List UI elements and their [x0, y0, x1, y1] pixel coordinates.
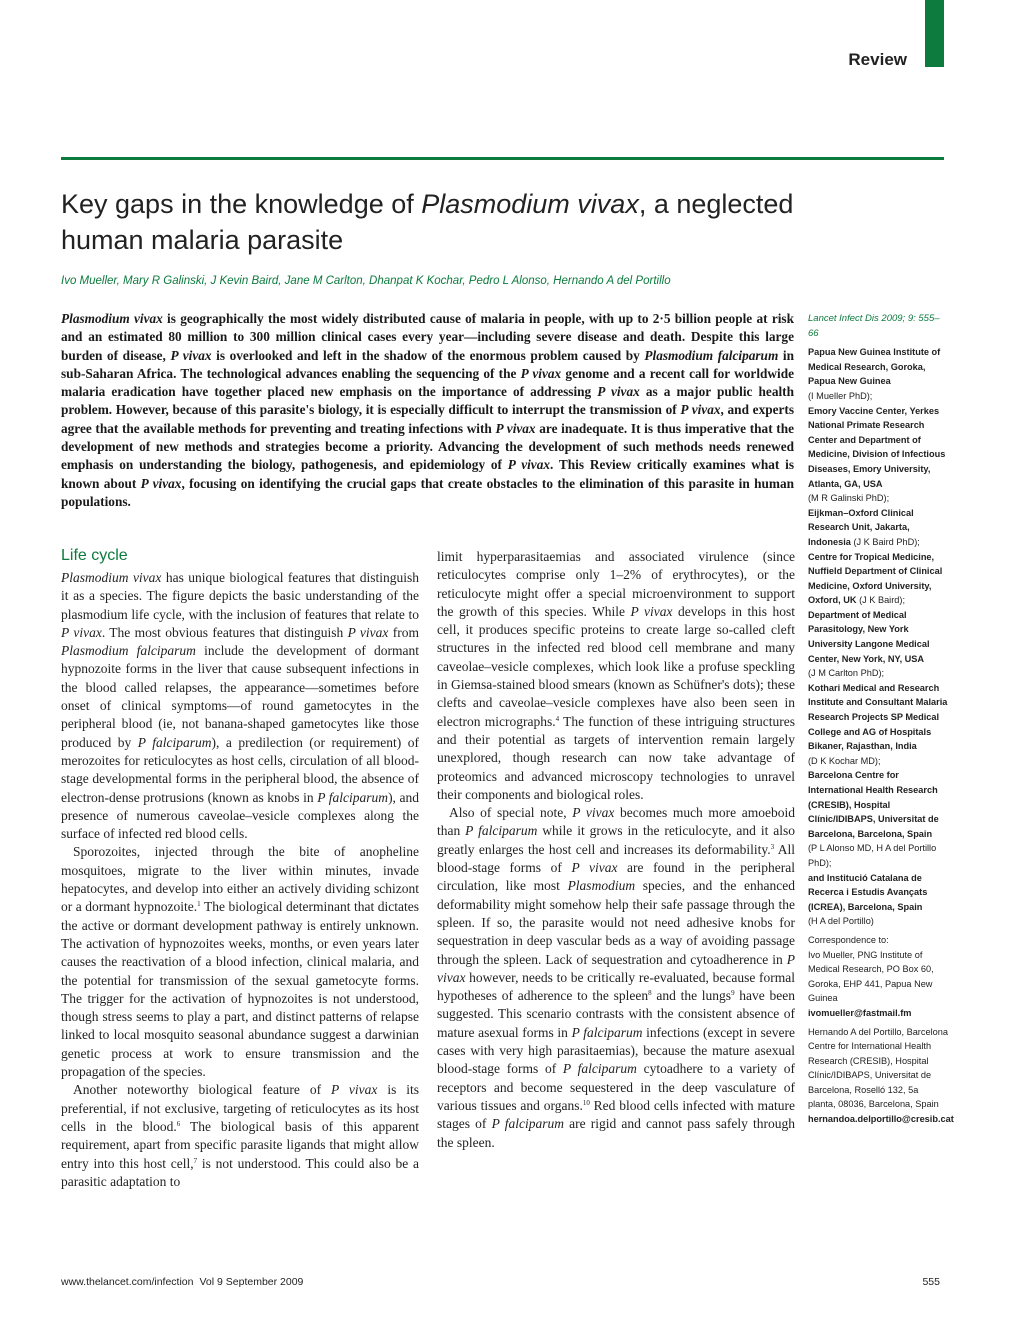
body-column-middle: [437, 548, 795, 1152]
correspondence-label: Correspondence to:: [808, 934, 889, 945]
journal-url[interactable]: www.thelancet.com/infection: [61, 1276, 194, 1288]
reference-marker[interactable]: 3: [770, 842, 775, 851]
body-paragraph: limit hyperparasitaemias and associated virulence (since reticulocytes comprise only 1–2% of erythrocytes), or the reticulocyte might offer a special microenvironment to support the growth of this species. While P vivax develops in this host cell, it produces specific proteins to create large so-called cleft structures in the infected red blood cell membrane and many caveolae–vesicle complexes, which look like a profuse speckling in Giemsa-stained blood smears (known as Schüfner's dots); these clefts and caveolae–vesicle complexes have also been seen in electron micrographs.$^4$ The function of these intriguing structures and their potential as targets of intervention remain largely unexplored, though research can now take advantage of proteomics and advanced microscopy technologies to unravel their components and biological roles.: [437, 549, 796, 802]
email-link[interactable]: ivomueller@fastmail.fm: [808, 1007, 912, 1018]
affiliation: Emory Vaccine Center, Yerkes National Primate Research Center and Department of Medicine, Division of Infectious Diseases, Emory University, Atlanta, GA, USA (M R Galinski PhD);: [808, 405, 946, 504]
affiliation: Eijkman–Oxford Clinical Research Unit, Jakarta, Indonesia (J K Baird PhD);: [808, 507, 920, 547]
reference-marker[interactable]: 6: [176, 1119, 181, 1128]
citation[interactable]: Lancet Infect Dis 2009; 9: 555–66: [808, 313, 940, 339]
email-link[interactable]: hernandoa.delportillo@cresib.cat: [808, 1114, 954, 1125]
reference-marker[interactable]: 1: [197, 900, 201, 909]
body-column-left: [61, 546, 419, 1191]
reference-marker[interactable]: 10: [582, 1098, 590, 1107]
page-number: 555: [922, 1276, 940, 1288]
affiliation: Department of Medical Parasitology, New York University Langone Medical Center, New York, NY, USA (J M Carlton PhD);: [808, 609, 930, 679]
sidebar: [808, 312, 954, 1127]
section-color-tab: [925, 0, 944, 67]
affiliation: and Institució Catalana de Recerca i Estudis Avançats (ICREA), Barcelona, Spain (H A del Portillo): [808, 872, 928, 927]
reference-marker[interactable]: 7: [193, 1156, 198, 1165]
affiliation: Barcelona Centre for International Health Research (CRESIB), Hospital Clínic/IDIBAPS, Universitat de Barcelona, Barcelona, Spain (P L Alonso MD, H A del Portillo PhD);: [808, 770, 939, 868]
correspondence-address: Hernando A del Portillo, Barcelona Centre for International Health Research (CRESIB), Hospital Clínic/IDIBAPS, Universitat de Barcelona, Roselló 132, 5a planta, 08036, Barcelona, Spain: [808, 1026, 948, 1110]
reference-marker[interactable]: 4: [555, 714, 560, 723]
body-paragraph: Sporozoites, injected through the bite of anopheline mosquitoes, migrate to the liver within minutes, invade hepatocytes, and develop into either an actively dividing schizont or a dormant hypnozoite.$^1$ The biological determinant that dictates the active or dormant development pathway is entirely unknown. The activation of hypnozoites weeks, months, or even years later causes the reactivation of a blood infection, clinical malaria, and the potential for transmission of the sexual gametocyte forms. The trigger for the activation of hypnozoites is not understood, though stress seems to play a part, and distinct patterns of relapse linked to local mosquito seasonal abundance suggest a darwinian genetic process at work to ensure transmission and the propagation of the species.: [61, 844, 419, 1080]
body-paragraph: Also of special note, P vivax becomes much more amoeboid than P falciparum while it grows in the reticulocyte, and it also greatly enlarges the host cell and increases its deformability.$^3$ All blood-stage forms of P vivax are found in the peripheral circulation, like most Plasmodium species, and the enhanced deformability might somehow help their safe passage through the spleen. If so, the parasite would not need adhesive knobs for sequestration in deep vascular beds as a way of avoiding passage through the spleen. Lack of sequestration and cytoadherence in P vivax however, needs to be critically re-evaluated, because formal hypotheses of adherence to the spleen$^8$ and the lungs$^9$ have been suggested. This scenario contrasts with the consistent absence of mature asexual forms in P falciparum infections (except in severe cases with very high parasitaemias), because the mature asexual blood-stage forms of P falciparum cytoadhere to a variety of receptors and become sequestered in the deep vasculature of various tissues and organs.$^{10}$ Red blood cells infected with mature stages of P falciparum are rigid and cannot pass safely through the spleen.: [437, 805, 796, 1150]
body-paragraph: Plasmodium vivax has unique biological features that distinguish it as a species. The figure depicts the basic understanding of the plasmodium life cycle, with the inclusion of features that relate to P vivax. The most obvious features that distinguish P vivax from Plasmodium falciparum include the development of dormant hypnozoite forms in the liver that cause subsequent infections in the blood called relapses, the appearance—sometimes before onset of clinical symptoms—of round gametocytes in the peripheral blood (ie, not banana-shaped gametocytes like those produced by P falciparum), a predilection (or requirement) of merozoites for reticulocytes as host cells, circulation of all blood-stage developmental forms in the peripheral blood, the absence of electron-dense protrusions (known as knobs in P falciparum), and presence of numerous caveolae–vesicle complexes along the surface of infected red blood cells.: [61, 570, 420, 842]
section-heading-life-cycle: Life cycle: [61, 547, 128, 564]
section-label: Review: [848, 50, 907, 69]
affiliation: Centre for Tropical Medicine, Nuffield Department of Clinical Medicine, Oxford University, Oxford, UK (J K Baird);: [808, 551, 943, 606]
abstract: Plasmodium vivax is geographically the most widely distributed cause of malaria in people, with up to 2·5 billion people at risk and an estimated 80 million to 300 million clinical cases every year—including severe disease and death. Despite this large burden of disease, P vivax is overlooked and left in the shadow of the enormous problem caused by Plasmodium falciparum in sub-Saharan Africa. The technological advances enabling the sequencing of the P vivax genome and a recent call for worldwide malaria eradication have together placed new emphasis on the importance of addressing P vivax as a major public health problem. However, because of this parasite's biology, it is especially difficult to interrupt the transmission of P vivax, and experts agree that the available methods for preventing and treating infections with P vivax are inadequate. It is thus imperative that the development of new methods and strategies become a priority. Advancing the development of such methods needs renewed emphasis on understanding the biology, pathogenesis, and epidemiology of P vivax. This Review critically examines what is known about P vivax, focusing on identifying the crucial gaps that create obstacles to the elimination of this parasite in human populations.: [61, 311, 795, 509]
reference-marker[interactable]: 9: [731, 989, 735, 998]
article-title: Key gaps in the knowledge of Plasmodium vivax, a neglected human malaria parasite: [61, 189, 794, 255]
affiliation: Kothari Medical and Research Institute and Consultant Malaria Research Projects SP Medical College and AG of Hospitals Bikaner, Rajasthan, India (D K Kochar MD);: [808, 682, 948, 766]
volume-info: Vol 9 September 2009: [199, 1276, 304, 1288]
body-paragraph: Another noteworthy biological feature of P vivax is its preferential, if not exclusive, targeting of reticulocytes as its host cells in the blood.$^6$ The biological basis of this apparent requirement, apart from specific parasite ligands that might allow entry into this host cell,$^7$ is not understood. This could also be a parasitic adaptation to: [61, 1082, 419, 1189]
correspondence-address: Ivo Mueller, PNG Institute of Medical Research, PO Box 60, Goroka, EHP 441, Papua New Guinea: [808, 949, 934, 1004]
affiliation: Papua New Guinea Institute of Medical Research, Goroka, Papua New Guinea (I Mueller PhD);: [808, 347, 941, 401]
footer-left: [61, 1276, 303, 1288]
header-rule: [61, 157, 944, 160]
author-list: Ivo Mueller, Mary R Galinski, J Kevin Baird, Jane M Carlton, Dhanpat K Kochar, Pedro L Alonso, Hernando A del Portillo: [61, 275, 671, 287]
reference-marker[interactable]: 8: [648, 989, 652, 998]
